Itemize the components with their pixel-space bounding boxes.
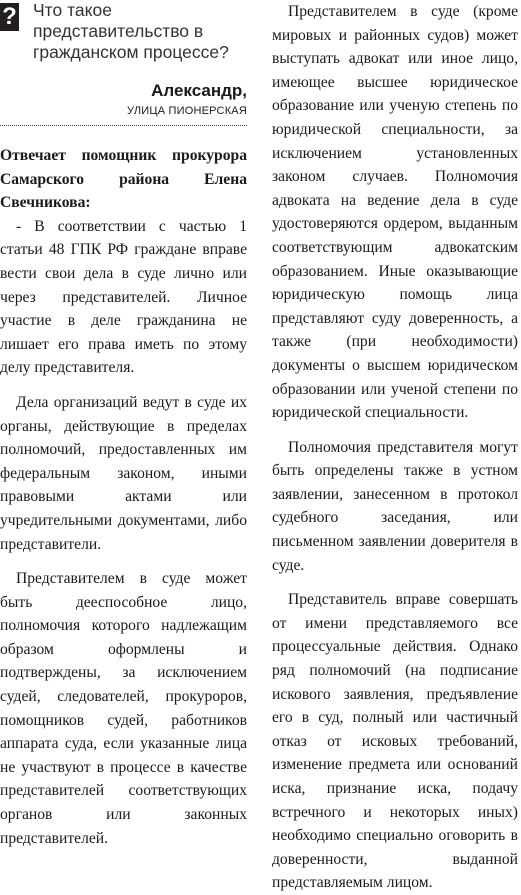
article-paragraph: - В соответствии с частью 1 статьи 48 ГПК РФ граждане вправе вести свои дела в суде лично или через представителей. Личное участие в деле гражданина не лишает его права иметь по этому делу представителя. xyxy=(0,217,247,377)
divider xyxy=(0,125,247,126)
right-column xyxy=(272,0,518,895)
question-header xyxy=(0,0,247,62)
article-paragraph: Представителем в суде может быть дееспособное лицо, полномочия которого надлежащим образом оформлены и подтверждены, за исключением судей, следователей, прокуроров, помощников судей, работников аппарата суда, если указанные лица не участвуют в процессе в качестве представителей соответствующих органов или законных представителей. xyxy=(0,570,247,847)
left-column xyxy=(0,0,247,850)
article-paragraph: Полномочия представителя могут быть определены также в устном заявлении, занесенном в протокол судебного заседания, или письменном заявлении доверителя в суде. xyxy=(272,438,518,574)
author-street: УЛИЦА ПИОНЕРСКАЯ xyxy=(127,105,247,117)
author-name: Александр, xyxy=(151,81,247,100)
question-mark-icon: ? xyxy=(0,3,19,31)
article-paragraph: Представителем в суде (кроме мировых и районных судов) может выступать адвокат или иное лицо, имеющее высшее юридическое образование или ученую степень по юридической специальности, за исключением установленных законом случаев. Полномочия адвоката на ведение дела в суде удостоверяются ордером, выданным соответствующим адвокатским образованием. Иные оказывающие юридическую помощь лица представляют суду доверенность, а также (при необходимости) документы о высшем юридическом образовании или ученой степени по юридической специальности. xyxy=(272,3,518,422)
article-paragraph: Представитель вправе совершать от имени представляемого все процессуальные действия. Однако ряд полномочий (на подписание искового заявления, предъявление его в суд, полный или частичный отказ от исковых требований, изменение предмета или оснований иска, признание иска, подачу встречного и некоторых иных) необходимо специально оговорить в доверенности, выданной представляемым лицом. xyxy=(272,591,518,892)
answer-intro: Отвечает помощник прокурора Самарского района Елена Свечникова: xyxy=(0,147,247,212)
question-title: Что такое представительство в гражданском процессе? xyxy=(33,0,229,62)
article-paragraph: Дела организаций ведут в суде их органы, действующие в пределах полномочий, предоставленных им федеральным законом, иными правовыми актами или учредительными документами, либо представители. xyxy=(0,393,247,553)
